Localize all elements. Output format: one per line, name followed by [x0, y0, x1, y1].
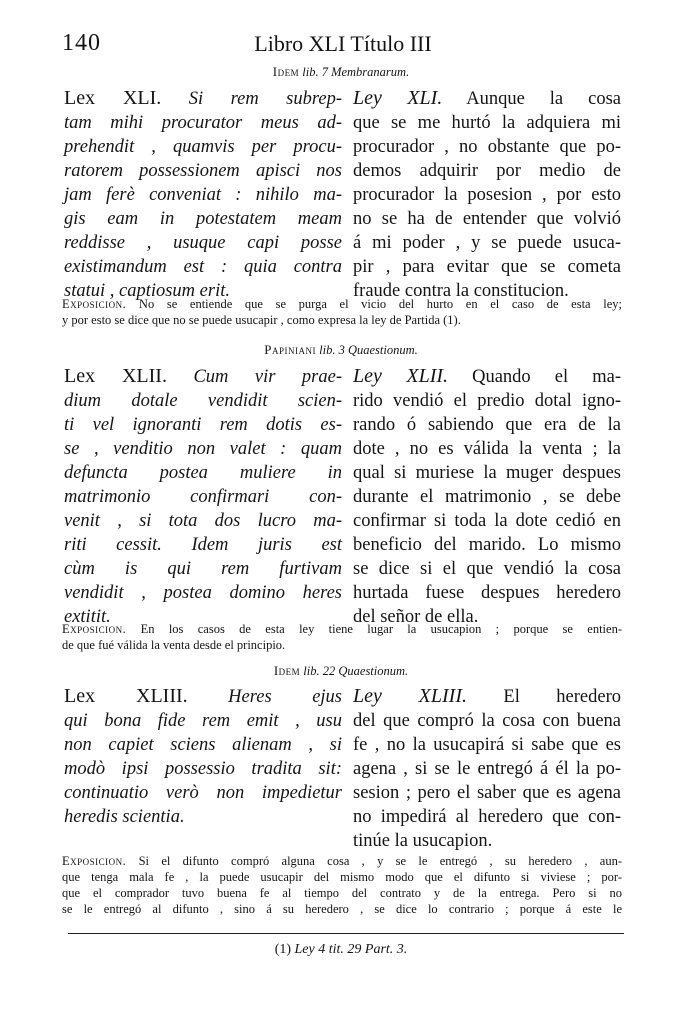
latin-line: non capiet sciens alienam , si	[64, 735, 342, 755]
exposition-line: En los casos de esta ley tiene lugar la usucapion ; porque se entien-	[126, 622, 622, 636]
exposition-line: que tenga mala fe , la puede usucapir del mismo modo que el difunto si viviese ; por-	[62, 870, 622, 884]
spanish-line: tinúe la usucapion.	[353, 831, 493, 851]
spanish-line: Aunque la cosa	[442, 89, 621, 109]
spanish-text-ley-xliii	[353, 684, 621, 853]
exposition-line: y por esto se dice que no se puede usucapir , como expresa la ley de Partida (1).	[62, 313, 461, 327]
latin-text-lex-xliii	[64, 684, 342, 829]
running-title: Libro XLI Título III	[254, 31, 432, 56]
spanish-line: á mi poder , y se puede usuca-	[353, 233, 621, 253]
exposition-lex-xliii	[62, 853, 622, 917]
ley-label: Ley XLII.	[353, 365, 449, 387]
spanish-text-ley-xli	[353, 86, 621, 303]
latin-line: ratorem possessionem apisci nos	[64, 161, 342, 181]
exposition-label: Exposicion.	[62, 854, 127, 868]
spanish-line: demos adquirir por medio de	[353, 161, 621, 181]
exposition-line: de que fué válida la venta desde el principio.	[62, 638, 286, 652]
latin-line: gis eam in potestatem meam	[64, 209, 342, 229]
latin-line: cùm is qui rem furtivam	[64, 559, 342, 579]
source-line-lex-xli	[0, 64, 682, 80]
spanish-line: del señor de ella.	[353, 607, 479, 627]
footnote	[0, 942, 682, 958]
spanish-line: dote , no es válida la venta ; la	[353, 439, 621, 459]
latin-line: statui , captiosum erit.	[64, 281, 230, 301]
lex-label: Lex XLIII.	[64, 685, 188, 707]
source-author: Idem	[273, 663, 301, 678]
latin-text-lex-xlii	[64, 364, 342, 629]
source-line-lex-xliii	[0, 663, 682, 679]
spanish-line: agena , si se le entregó á él la po-	[353, 759, 621, 779]
exposition-label: Exposicion.	[62, 622, 127, 636]
source-work: lib. 7 Membranarum.	[302, 65, 410, 79]
spanish-line: pir , para evitar que se cometa	[353, 257, 621, 277]
latin-line: modò ipsi possessio tradita sit:	[64, 759, 342, 779]
latin-line: extitit.	[64, 607, 111, 627]
footnote-ref-rest: 4 tit. 29 Part. 3.	[314, 942, 408, 957]
latin-line: reddisse , usuque capi posse	[64, 233, 342, 253]
spanish-line: beneficio del marido. Lo mismo	[353, 535, 621, 555]
spanish-line: confirmar si toda la dote cedió en	[353, 511, 621, 531]
exposition-line: que el comprador tuvo buena fe al tiempo del contrato y de la entrega. Pero si no	[62, 886, 622, 900]
lex-label: Lex XLII.	[64, 365, 167, 387]
latin-line: tam mihi procurator meus ad-	[64, 113, 342, 133]
latin-line: dium dotale vendidit scien-	[64, 391, 342, 411]
spanish-line: que se me hurtó la adquiera mi	[353, 113, 621, 133]
latin-line: vendidit , postea domino heres	[64, 583, 342, 603]
latin-text-lex-xli	[64, 86, 342, 303]
spanish-line: sesion ; pero el saber que es agena	[353, 783, 621, 803]
latin-line: heredis scientia.	[64, 807, 185, 827]
source-work: lib. 22 Quaestionum.	[303, 664, 409, 678]
latin-line: prehendit , quamvis per procu-	[64, 137, 342, 157]
spanish-line: no se ha de entender que volvió	[353, 209, 621, 229]
latin-line: continuatio verò non impedietur	[64, 783, 342, 803]
spanish-line: del que compró la cosa con buena	[353, 711, 621, 731]
footnote-marker: (1)	[274, 942, 292, 957]
latin-line: defuncta postea muliere in	[64, 463, 342, 483]
page-number: 140	[62, 30, 101, 56]
latin-line: Cum vir prae-	[166, 367, 343, 387]
latin-line: ti vel ignoranti rem dotis es-	[64, 415, 342, 435]
latin-line: Si rem subrep-	[161, 89, 342, 109]
spanish-line: procurador , no obstante que po-	[353, 137, 621, 157]
running-head	[62, 30, 624, 60]
spanish-line: El heredero	[467, 687, 621, 707]
source-author: Idem	[272, 64, 300, 79]
spanish-line: se dice si el que vendió la cosa	[353, 559, 621, 579]
exposition-line: Si el difunto compró alguna cosa , y se le entregó , su heredero , aun-	[126, 854, 622, 868]
exposition-line: se le entregó al difunto , sino á su heredero , se dice lo contrario ; porque á este le	[62, 902, 622, 916]
spanish-line: durante el matrimonio , se debe	[353, 487, 621, 507]
spanish-line: no impedirá al heredero que con-	[353, 807, 621, 827]
source-line-lex-xlii	[0, 342, 682, 358]
lex-label: Lex XLI.	[64, 87, 162, 109]
exposition-line: No se entiende que se purga el vicio del hurto en el caso de esta ley;	[126, 297, 622, 311]
latin-line: qui bona fide rem emit , usu	[64, 711, 342, 731]
latin-line: matrimonio confirmari con-	[64, 487, 342, 507]
exposition-lex-xlii	[62, 621, 622, 653]
spanish-line: Quando el ma-	[448, 367, 621, 387]
source-work: lib. 3 Quaestionum.	[319, 343, 418, 357]
source-author: Papiniani	[264, 342, 316, 357]
latin-line: venit , si tota dos lucro ma-	[64, 511, 342, 531]
exposition-label: Exposicion.	[62, 297, 127, 311]
exposition-lex-xli	[62, 296, 622, 328]
ley-label: Ley XLI.	[353, 87, 443, 109]
spanish-line: procurador la posesion , por esto	[353, 185, 621, 205]
spanish-line: hurtada fuese despues heredero	[353, 583, 621, 603]
spanish-line: fraude contra la constitucion.	[353, 281, 569, 301]
spanish-line: fe , no la usucapirá si sabe que es	[353, 735, 621, 755]
latin-line: Heres ejus	[187, 687, 342, 707]
footnote-rule	[68, 933, 624, 934]
spanish-text-ley-xlii	[353, 364, 621, 629]
latin-line: existimandum est : quia contra	[64, 257, 342, 277]
latin-line: jam ferè conveniat : nihilo ma-	[64, 185, 342, 205]
spanish-line: rando ó sabiendo que era de la	[353, 415, 621, 435]
latin-line: se , venditio non valet : quam	[64, 439, 342, 459]
spanish-line: qual si muriese la muger despues	[353, 463, 621, 483]
ley-label: Ley XLIII.	[353, 685, 467, 707]
footnote-ref-italic: Ley	[294, 942, 315, 957]
latin-line: riti cessit. Idem juris est	[64, 535, 342, 555]
spanish-line: rido vendió el predio dotal igno-	[353, 391, 621, 411]
